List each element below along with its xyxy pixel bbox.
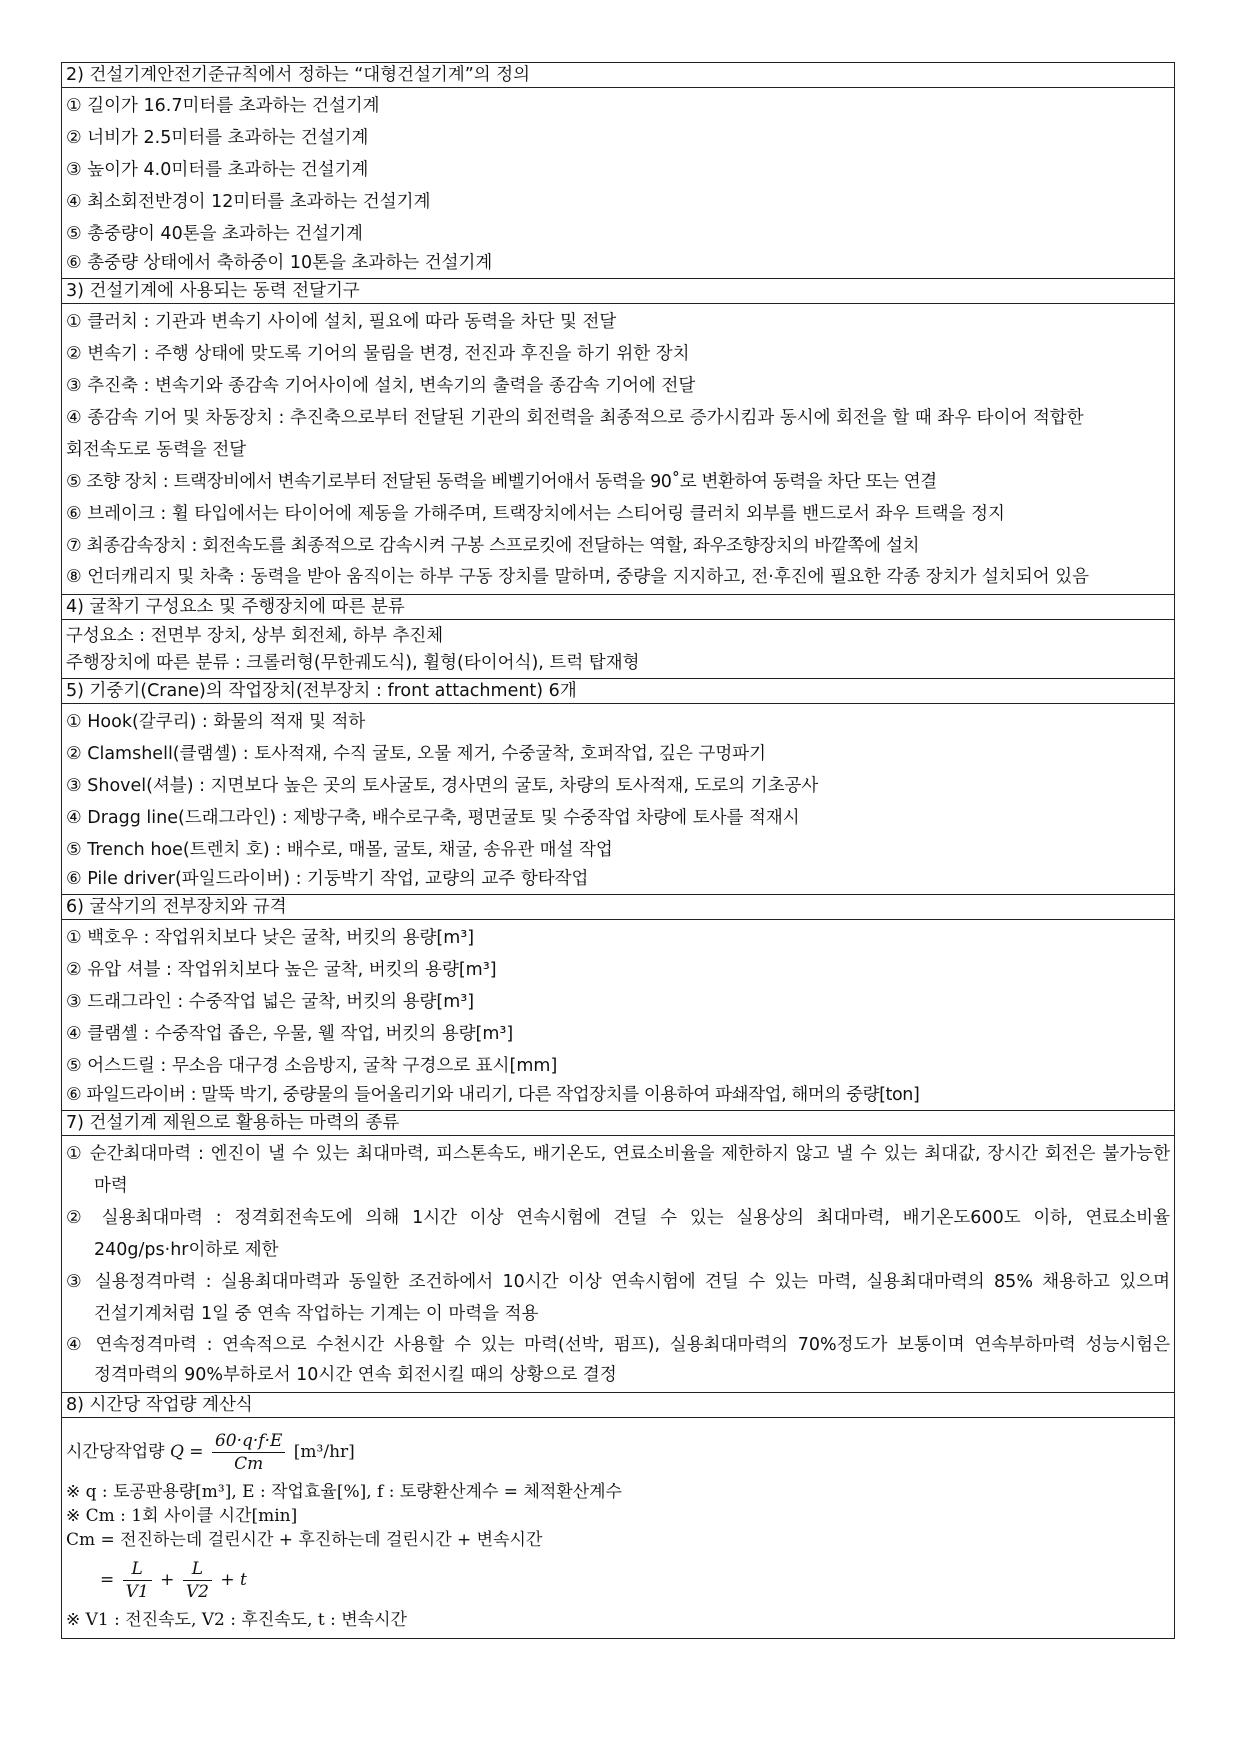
formula-note: ※ q : 토공판용량[m³], E : 작업효율[%], f : 토량환산계수 = 체적환산계수 <box>66 1482 622 1502</box>
section-4-body <box>62 620 1174 679</box>
list-item: ④ 최소회전반경이 12미터를 초과하는 건설기계 <box>66 192 431 212</box>
list-item: ⑤ 조향 장치 : 트랙장비에서 변속기로부터 전달된 동력을 베벨기어애서 동력을 90˚로 변환하여 동력을 차단 또는 연결 <box>66 472 937 492</box>
list-item: ① 백호우 : 작업위치보다 낮은 굴착, 버킷의 용량[m³] <box>66 928 475 948</box>
list-item: 주행장치에 따른 분류 : 크롤러형(무한궤도식), 휠형(타이어식), 트럭 탑재형 <box>66 653 640 673</box>
list-item: ④ 연속정격마력 : 연속적으로 수천시간 사용할 수 있는 마력(선박, 펌프), 실용최대마력의 70%정도가 보통이며 연속부하마력 성능시험은 정격마력의 90%부하로서 10시간 연속 회전시킬 때의 상황으로 결정 <box>66 1335 1170 1385</box>
section-8-formulas <box>62 1418 1174 1638</box>
list-item: ⑤ 어스드릴 : 무소음 대구경 소음방지, 굴착 구경으로 표시[mm] <box>66 1056 558 1076</box>
list-item: ② Clamshell(클램셸) : 토사적재, 수직 굴토, 오물 제거, 수중굴착, 호퍼작업, 깊은 구멍파기 <box>66 744 767 764</box>
fraction-numerator: L <box>183 1558 212 1581</box>
list-item: ③ 추진축 : 변속기와 종감속 기어사이에 설치, 변속기의 출력을 종감속 기어에 전달 <box>66 376 696 396</box>
section-4-heading: 4) 굴착기 구성요소 및 주행장치에 따른 분류 <box>62 595 1174 620</box>
fraction-numerator: 60·q·f·E <box>212 1430 285 1453</box>
section-2-heading: 2) 건설기계안전기준규칙에서 정하는 “대형건설기계”의 정의 <box>62 63 1174 88</box>
list-item: ⑥ 브레이크 : 휠 타입에서는 타이어에 제동을 가해주며, 트랙장치에서는 스티어링 클러치 외부를 밴드로서 좌우 트랙을 정지 <box>66 504 1005 524</box>
cycle-time-formula: Cm = 전진하는데 걸린시간 + 후진하는데 걸린시간 + 변속시간 <box>66 1530 543 1550</box>
list-item: ② 너비가 2.5미터를 초과하는 건설기계 <box>66 128 369 148</box>
list-item: ② 유압 셔블 : 작업위치보다 높은 굴착, 버킷의 용량[m³] <box>66 960 497 980</box>
formula-note: ※ V1 : 전진속도, V2 : 후진속도, t : 변속시간 <box>66 1610 407 1630</box>
list-item: ③ 높이가 4.0미터를 초과하는 건설기계 <box>66 160 369 180</box>
formula-note: ※ Cm : 1회 사이클 시간[min] <box>66 1506 298 1526</box>
list-item: ① 클러치 : 기관과 변속기 사이에 설치, 필요에 따라 동력을 차단 및 전달 <box>66 312 617 332</box>
list-item: ① 길이가 16.7미터를 초과하는 건설기계 <box>66 96 380 116</box>
reverse-fraction <box>183 1558 212 1603</box>
list-item: ⑥ Pile driver(파일드라이버) : 기둥박기 작업, 교량의 교주 항타작업 <box>66 869 589 889</box>
formula-label: 시간당작업량 <box>66 1442 165 1462</box>
fraction-denominator: V2 <box>185 1582 209 1602</box>
work-rate-formula <box>66 1424 1170 1480</box>
list-item: ③ Shovel(셔블) : 지면보다 높은 곳의 토사굴토, 경사면의 굴토, 차량의 토사적재, 도로의 기초공사 <box>66 776 819 796</box>
equals-sign: = <box>100 1570 115 1590</box>
document-table <box>61 62 1175 1639</box>
list-item: ⑦ 최종감속장치 : 회전속도를 최종적으로 감속시켜 구봉 스프로킷에 전달하는 역할, 좌우조향장치의 바깥쪽에 설치 <box>66 536 920 556</box>
forward-fraction <box>123 1558 152 1603</box>
formula-lhs: Q = <box>169 1442 204 1462</box>
list-item: ⑤ Trench hoe(트렌치 호) : 배수로, 매몰, 굴토, 채굴, 송유관 매설 작업 <box>66 840 613 860</box>
list-item: ④ Dragg line(드래그라인) : 제방구축, 배수로구축, 평면굴토 및 수중작업 차량에 토사를 적재시 <box>66 808 800 828</box>
section-3-heading: 3) 건설기계에 사용되는 동력 전달기구 <box>62 279 1174 304</box>
section-6-heading: 6) 굴삭기의 전부장치와 규격 <box>62 895 1174 920</box>
list-item: ② 변속기 : 주행 상태에 맞도록 기어의 물림을 변경, 전진과 후진을 하기 위한 장치 <box>66 344 690 364</box>
section-7-heading: 7) 건설기계 제원으로 활용하는 마력의 종류 <box>62 1111 1174 1136</box>
section-5-body <box>62 704 1174 895</box>
list-item: ② 실용최대마력 : 정격회전속도에 의해 1시간 이상 연속시험에 견딜 수 있는 실용상의 최대마력, 배기온도600도 이하, 연료소비율 240g/ps·hr이하로 제한 <box>66 1208 1170 1260</box>
section-7-body <box>62 1136 1174 1393</box>
list-item: ① 순간최대마력 : 엔진이 낼 수 있는 최대마력, 피스톤속도, 배기온도, 연료소비율을 제한하지 않고 낼 수 있는 최대값, 장시간 회전은 불가능한 마력 <box>66 1144 1170 1196</box>
list-item: ④ 종감속 기어 및 차동장치 : 추진축으로부터 전달된 기관의 회전력을 최종적으로 증가시킴과 동시에 회전을 할 때 좌우 타이어 적합한 회전속도로 동력을 전달 <box>66 408 1084 460</box>
shift-time-term: + t <box>220 1570 247 1590</box>
list-item: ⑥ 파일드라이버 : 말뚝 박기, 중량물의 들어올리기와 내리기, 다른 작업장치를 이용하여 파쇄작업, 해머의 중량[ton] <box>66 1085 920 1105</box>
list-item: ③ 실용정격마력 : 실용최대마력과 동일한 조건하에서 10시간 이상 연속시험에 견딜 수 있는 마력, 실용최대마력의 85% 채용하고 있으며 건설기계처럼 1일 중 연속 작업하는 기계는 이 마력을 적용 <box>66 1272 1170 1324</box>
fraction-denominator: V1 <box>125 1582 149 1602</box>
formula-unit: [m³/hr] <box>293 1442 355 1462</box>
section-2-body <box>62 88 1174 279</box>
cycle-time-expansion: = $\frac{L}{V1}$ + $\frac{L}{V2}$ + t <box>100 1559 247 1602</box>
list-item: 구성요소 : 전면부 장치, 상부 회전체, 하부 추진체 <box>66 626 444 646</box>
fraction-denominator: Cm <box>234 1454 264 1474</box>
list-item: ④ 클램셸 : 수중작업 좁은, 우물, 웰 작업, 버킷의 용량[m³] <box>66 1024 514 1044</box>
list-item: ⑥ 총중량 상태에서 축하중이 10톤을 초과하는 건설기계 <box>66 253 493 273</box>
section-6-body <box>62 920 1174 1111</box>
formula-fraction <box>212 1430 285 1475</box>
section-3-body <box>62 304 1174 595</box>
section-5-heading: 5) 기중기(Crane)의 작업장치(전부장치 : front attachment) 6개 <box>62 679 1174 704</box>
list-item: ③ 드래그라인 : 수중작업 넓은 굴착, 버킷의 용량[m³] <box>66 992 475 1012</box>
list-item: ① Hook(갈쿠리) : 화물의 적재 및 적하 <box>66 712 366 732</box>
list-item: ⑧ 언더캐리지 및 차축 : 동력을 받아 움직이는 하부 구동 장치를 말하며, 중량을 지지하고, 전·후진에 필요한 각종 장치가 설치되어 있음 <box>66 567 1090 587</box>
list-item: ⑤ 총중량이 40톤을 초과하는 건설기계 <box>66 224 363 244</box>
fraction-numerator: L <box>123 1558 152 1581</box>
section-8-heading: 8) 시간당 작업량 계산식 <box>62 1393 1174 1418</box>
